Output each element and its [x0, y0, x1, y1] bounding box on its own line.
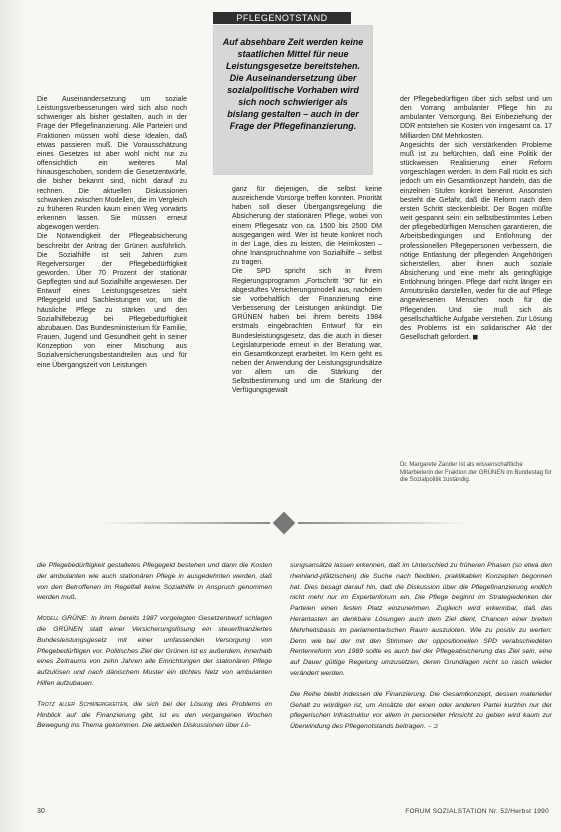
article-column-3: der Pflegebedürftigen über sich selbst und um den Vorrang ambulanter Pflege hin zu ambulanter Versorgung. Bei Einbeziehung der DDR entstehen sie Kosten von insgesamt ca. 17 Milliarden DM Mehrkosten. Angesichts der sich verstärkenden Probleme muß ist zu befürchten, daß eine Politik der stückweisen Realisierung einer Reform vorgeschlagen werden. In dem Fall rückt es sich jedoch um ein Gesamtkonzept handeln, das die einzelnen Stufen konkret benennt. Ansonsten besteht die Gefahr, daß die Reform nach dem ersten Schritt steckenbleibt. Der Bogen müßte weit gespannt sein: ein selbstbestimmtes Leben der pflegebedürftigen Menschen garantieren, die Arbeitsbedingungen und Entlohnung der professionellen Pflegepersonen verbessern, die nötige Entlastung der pflegenden Angehörigen sicherstellen, aber ihnen auch soziale Absicherung und eine mehr als geringfügige Entlohnung bringen. Pflege darf nicht länger ein Armutsrisiko darstellen, weder für die auf Pflege angewiesenen Menschen noch für die Pflegenden. Und sie muß sich als gesellschaftliche Aufgabe verstehen. Zur Lösung des Problems ist ein solidarischer Akt der Gesellschaft gefordert. ◼: [400, 96, 552, 342]
sidebar-paragraph: die Pflegebedürftigkeit gestaltetes Pflegegeld bestehen und dann die Kosten der ambulanten wie auch stationären Pflege in ausgedehnten werden, daß von den Betroffenen im Regelfall keine Sozialhilfe in Anspruch genommen werden muß.: [37, 562, 272, 602]
page-margin-shadow: [0, 0, 28, 832]
sidebar-paragraph: [37, 700, 272, 732]
divider-rule-right: [298, 522, 468, 524]
article-column-1: Die Auseinandersetzung um soziale Leistungsverbesserungen wird sich also noch schwieriger als bisher gestalten, auch in der Frage der Pflegefinanzierung. Alle Parteien und Fraktionen müssen wohl diese Idealen, daß etwas passieren muß. Die Vorausschätzung eines Gesetzes ist aber wohl nicht nur zu offensichtlich ein weiteres Mal hinausgeschoben, sondern die Gesetzentwürfe, die bisher bekannt sind, nicht darauf zu rechnen. Die aktuellen Diskussionen schwanken zwischen Modellen, die im Vergleich zu früheren Runden kaum einen Weg vorwärts erkennen lassen. Sie müssen erneut abgewogen werden. Die Notwendigkeit der Pflegeabsicherung beschreibt der Antrag der Grünen ausführlich. Die Sozialhilfe ist seit Jahren zum Regelversorger der Pflegebedürftigkeit geworden. Über 70 Prozent der stationär Gepflegten sind auf Sozialhilfe angewiesen. Der Entwurf eines Leistungsgesetzes sieht Pflegegeld und Sachleistungen vor, um die häusliche Pflege zu stärken und den Sozialhilfebezug bei Pflegebedürftigkeit abzubauen. Das Bundesministerium für Familie, Frauen, Jugend und Gesundheit geht in seiner Konzeption von einer Mischung aus Sozialversicherungsbestandteilen aus und für eine Übergangszeit von Leistungen: [37, 96, 187, 369]
divider-rule-left: [100, 522, 270, 524]
author-caption: Dr. Margarete Zander ist als wissenschaftliche Mitarbeiterin der Fraktion der GRÜNEN im Bundestag für die Sozialpolitik zuständig.: [400, 462, 552, 484]
sidebar-column-left: [37, 561, 272, 801]
sidebar-column-right: [290, 561, 552, 801]
article-column-2: ganz für diejenigen, die selbst keine ausreichende Vorsorge treffen konnten. Priorität haben soll dieser Übergangsregelung die Absicherung der stationären Pflege, wobei von einem Pflegesatz von ca. 1500 bis 2500 DM ausgegangen wird. Wer ist heute konkret noch in der Lage, dies zu leisten, die Heimkosten – ohne Inanspruchnahme von Sozialhilfe – selbst zu tragen. Die SPD spricht sich in ihrem Regierungsprogramm „Fortschritt '90" für ein abgestuftes Versicherungsmodell aus, nachdem sie vorbehaltlich der Finanzierung eine Verbesserung der Leistungen ankündigt. Die GRÜNEN haben bei ihrem bereits 1984 erstmals eingebrachten Entwurf für ein Bundesleistungsgesetz, das die auch in dieser Legislaturperiode erneut in der Beratung war, ein Gesamtkonzept erarbeitet. Im Kern geht es neben der Anwendung der Leistungsgrundsätze vor allem um die Stärkung der Selbstbestimmung und um die Stärkung der Verfügungsgewalt: [232, 186, 382, 395]
sidebar-paragraph: Die Reihe bleibt indessen die Finanzierung. Die Gesamtkonzept, dessen materieller Gehalt zu würdigen ist, um Ansätze der einen oder anderen Partei kurzhin nur der pflegerischen Infrastruktur vor allem in personeller Hinsicht zu geben wird kaum zur Überwindung des Pflegenotstands beitragen. ⎯ ⊐: [290, 690, 552, 731]
diamond-ornament-icon: [273, 512, 296, 535]
journal-footer: FORUM SOZIALSTATION Nr. 52/Herbst 1990: [405, 808, 549, 815]
paragraph-lead: Modell GRÜNE:: [37, 615, 89, 623]
pullquote-box: [213, 25, 373, 175]
sidebar-paragraph: [37, 614, 272, 690]
paragraph-body: In ihrem bereits 1987 vorgelegten Gesetzentwurf schlagen die GRÜNEN statt einer Versicherungslösung ein steuerfinanziertes Bundesleistungsgesetz mit einer umfassenden Versorgung von Pflegebedürftigen vor. Politisches Ziel der Grünen ist es außerdem, innerhalb eines Zeitraums von zehn Jahren alle Einrichtungen der stationären Pflege aufzulösen und nach dänischem Muster ein dichtes Netz von ambulanten Hilfen aufzubauen.: [37, 615, 272, 687]
pullquote-text: Auf absehbare Zeit werden keine staatlichen Mittel für neue Leistungsgesetze bereitstehen. Die Auseinandersetzung über sozialpolitische Vorhaben wird sich noch schwieriger als bislang gestalten – auch in der Frage der Pflegefinanzierung.: [222, 37, 364, 131]
paragraph-lead: Trotz aller Schwierigkeiten,: [37, 700, 130, 708]
sidebar-paragraph: sungsansätze lassen erkennen, daß im Unterschied zu früheren Phasen (so etwa den rheinland-pfälzischen) die Suche nach flexiblen, praktikablen Konzepten begonnen hat. Dies besagt darauf hin, daß die Diskussion über die Pflegefinanzierung endlich nicht mehr nur im Expertenforum ein. Die Pflege beginnt im Strategiedenken der Parteien einen festen Platz einzunehmen. Zugleich wird erkennbar, daß das Herantasten an denkbare Lösungen auch dem Ziel dient, Chancen einer breiten Mehrheitsbasis im parlamentarischen Raum auszuloten. Wie zu positiv zu werten: Denn wie bei der mit den Stimmen der oppositionellen SPD verabschiedeten Rentenreform von 1989 sollte es auch bei der Pflegeabsicherung das Ziel sein, eine auf Dauer gültige Regelung umzusetzen, deren Grundlagen nicht so rasch wieder verändert werden.: [290, 562, 552, 677]
section-title: PFLEGENOTSTAND: [213, 12, 351, 24]
paragraph-body: die sich bei der Lösung des Problems im Hinblick auf die Finanzierung gibt, ist es den vergangenen Wochen Bewegung ins Thema gekommen. Die aktuellen Diskussionen über Lö-: [37, 700, 272, 730]
page-number: 30: [37, 808, 45, 815]
